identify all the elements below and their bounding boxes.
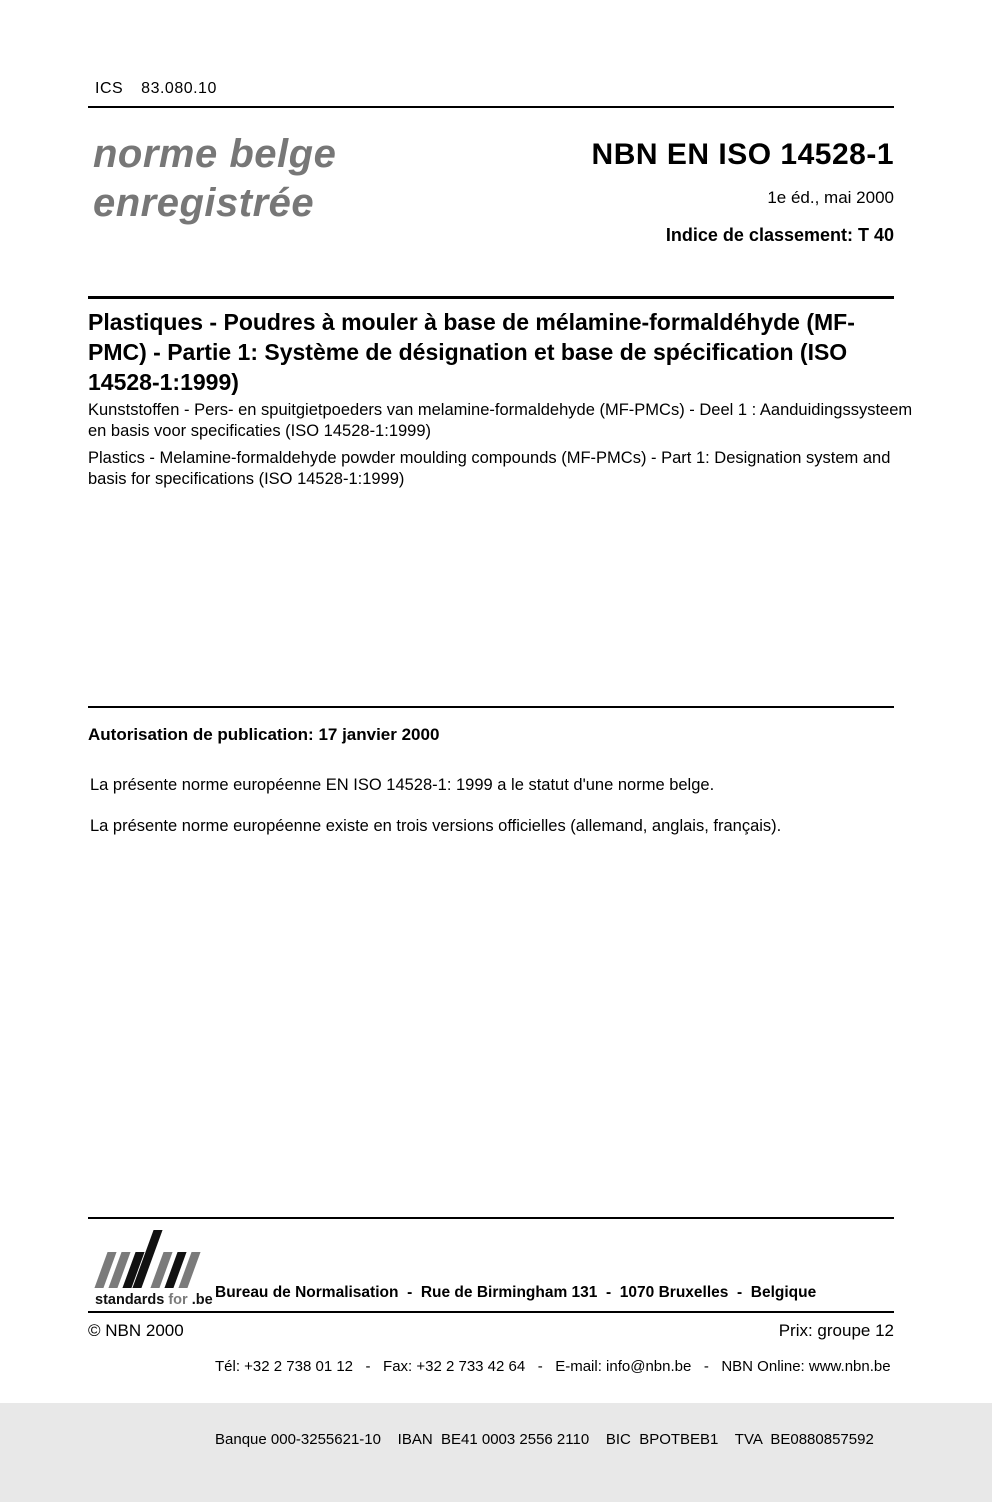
ics-label: ICS	[95, 80, 124, 97]
title-dutch: Kunststoffen - Pers- en spuitgietpoeders van melamine-formaldehyde (MF-PMCs) - Deel 1 : Aanduidingssysteem en basis voor specificaties (ISO 14528-1:1999)	[88, 401, 913, 440]
header-right-block	[592, 138, 894, 246]
authorization-rule	[88, 706, 894, 708]
top-rule	[88, 106, 894, 108]
ics-code-line	[95, 80, 217, 98]
document-type-line2: enregistrée	[93, 181, 315, 225]
logo-tagline	[95, 1292, 213, 1308]
logo-word-be: .be	[187, 1292, 213, 1308]
title-rule	[88, 296, 894, 299]
logo-word-for: for	[168, 1292, 188, 1308]
versions-statement: La présente norme européenne existe en trois versions officielles (allemand, anglais, français).	[90, 817, 782, 835]
footer-top-rule	[88, 1217, 894, 1219]
classification-index: Indice de classement: T 40	[665, 225, 894, 245]
nbn-logo-icon	[101, 1230, 194, 1288]
logo-word-standards: standards	[95, 1292, 169, 1308]
status-statement: La présente norme européenne EN ISO 14528-1: 1999 a le statut d'une norme belge.	[90, 776, 715, 794]
title-english: Plastics - Melamine-formaldehyde powder moulding compounds (MF-PMCs) - Part 1: Designation system and basis for specifications (ISO 14528-1:1999)	[88, 449, 891, 488]
footer-bank-details: Banque 000-3255621-10 IBAN BE41 0003 2556 2110 BIC BPOTBEB1 TVA BE0880857592	[215, 1431, 874, 1448]
footer-bottom-rule	[88, 1311, 894, 1313]
standard-number: NBN EN ISO 14528-1	[591, 138, 894, 171]
footer-address: Bureau de Normalisation - Rue de Birmingham 131 - 1070 Bruxelles - Belgique	[215, 1284, 817, 1301]
edition-date: 1e éd., mai 2000	[767, 188, 894, 207]
price-group: Prix: groupe 12	[778, 1321, 894, 1340]
authorization-label: Autorisation de publication: 17 janvier 2000	[88, 725, 440, 744]
copyright-notice: © NBN 2000	[88, 1321, 184, 1340]
document-type-heading	[93, 130, 336, 228]
footer-contact: Tél: +32 2 738 01 12 - Fax: +32 2 733 42 64 - E-mail: info@nbn.be - NBN Online: www.nbn.be	[215, 1357, 891, 1375]
nbn-logo	[95, 1230, 213, 1308]
title-french: Plastiques - Poudres à mouler à base de mélamine-formaldéhyde (MF-PMC) - Partie 1: Système de désignation et base de spécification (ISO 14528-1:1999)	[88, 309, 855, 395]
ics-code: 83.080.10	[141, 80, 217, 97]
footer-address-block	[215, 1232, 891, 1502]
document-type-line1: norme belge	[93, 132, 337, 176]
